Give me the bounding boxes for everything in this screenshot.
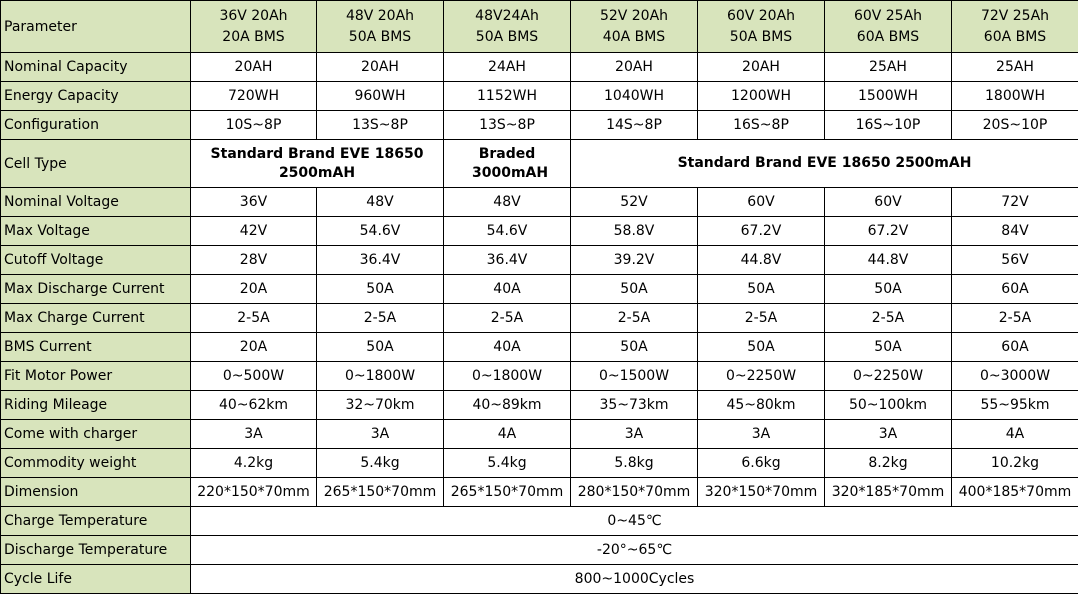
value-cell: 54.6V xyxy=(444,217,571,246)
value-cell: 14S~8P xyxy=(571,111,698,140)
model-voltage-capacity: 36V 20Ah xyxy=(219,7,288,24)
value-cell: 54.6V xyxy=(317,217,444,246)
spec-row-discharge-temperature xyxy=(1,536,1078,565)
value-cell: 40~62km xyxy=(191,391,317,420)
row-label: Dimension xyxy=(1,478,191,507)
value-cell: 16S~8P xyxy=(698,111,825,140)
row-label: Cutoff Voltage xyxy=(1,246,191,275)
value-cell: 36.4V xyxy=(317,246,444,275)
header-model-cell xyxy=(317,1,444,53)
value-cell: 2-5A xyxy=(825,304,952,333)
value-cell: 28V xyxy=(191,246,317,275)
row-label: Max Discharge Current xyxy=(1,275,191,304)
value-cell: 50~100km xyxy=(825,391,952,420)
row-label: Energy Capacity xyxy=(1,82,191,111)
header-model-cell xyxy=(191,1,317,53)
value-cell: 60A xyxy=(952,275,1078,304)
value-cell: 4.2kg xyxy=(191,449,317,478)
spec-row-cutoff-voltage xyxy=(1,246,1078,275)
value-cell: 0~45℃ xyxy=(191,507,1078,536)
model-bms: 50A BMS xyxy=(475,28,539,45)
spec-row-cell-type xyxy=(1,140,1078,188)
value-cell: 6.6kg xyxy=(698,449,825,478)
value-cell: 265*150*70mm xyxy=(317,478,444,507)
spec-row-bms-current xyxy=(1,333,1078,362)
value-cell: 20AH xyxy=(698,53,825,82)
value-cell: 720WH xyxy=(191,82,317,111)
value-cell: 0~1800W xyxy=(444,362,571,391)
value-cell: 0~2250W xyxy=(825,362,952,391)
model-bms: 60A BMS xyxy=(856,28,920,45)
value-cell: 10.2kg xyxy=(952,449,1078,478)
value-cell: 265*150*70mm xyxy=(444,478,571,507)
value-cell: 320*150*70mm xyxy=(698,478,825,507)
value-cell: 50A xyxy=(571,275,698,304)
spec-row-nominal-capacity xyxy=(1,53,1078,82)
value-cell: 50A xyxy=(317,275,444,304)
value-cell: 50A xyxy=(698,275,825,304)
header-model-cell xyxy=(444,1,571,53)
value-cell: 20S~10P xyxy=(952,111,1078,140)
spec-row-fit-motor-power xyxy=(1,362,1078,391)
value-cell: 36.4V xyxy=(444,246,571,275)
cell-type-group: Standard Brand EVE 18650 2500mAH xyxy=(191,140,444,188)
value-cell: 400*185*70mm xyxy=(952,478,1078,507)
header-model-cell xyxy=(571,1,698,53)
value-cell: 2-5A xyxy=(444,304,571,333)
value-cell: 72V xyxy=(952,188,1078,217)
spec-row-energy-capacity xyxy=(1,82,1078,111)
value-cell: 20A xyxy=(191,333,317,362)
value-cell: 220*150*70mm xyxy=(191,478,317,507)
row-label: Come with charger xyxy=(1,420,191,449)
row-label: Nominal Voltage xyxy=(1,188,191,217)
value-cell: 58.8V xyxy=(571,217,698,246)
value-cell: 3A xyxy=(825,420,952,449)
value-cell: 0~2250W xyxy=(698,362,825,391)
value-cell: 20AH xyxy=(317,53,444,82)
header-model-cell xyxy=(952,1,1078,53)
value-cell: 60V xyxy=(825,188,952,217)
value-cell: 52V xyxy=(571,188,698,217)
cell-type-group: Braded 3000mAH xyxy=(444,140,571,188)
value-cell: 960WH xyxy=(317,82,444,111)
value-cell: 0~500W xyxy=(191,362,317,391)
value-cell: 60A xyxy=(952,333,1078,362)
row-label: BMS Current xyxy=(1,333,191,362)
value-cell: 60V xyxy=(698,188,825,217)
spec-row-charge-temperature xyxy=(1,507,1078,536)
value-cell: 2-5A xyxy=(952,304,1078,333)
spec-row-nominal-voltage xyxy=(1,188,1078,217)
value-cell: 4A xyxy=(444,420,571,449)
row-label: Configuration xyxy=(1,111,191,140)
value-cell: 5.4kg xyxy=(444,449,571,478)
spec-row-max-charge-current xyxy=(1,304,1078,333)
value-cell: 84V xyxy=(952,217,1078,246)
value-cell: 32~70km xyxy=(317,391,444,420)
value-cell: 48V xyxy=(317,188,444,217)
model-bms: 60A BMS xyxy=(983,28,1047,45)
value-cell: 50A xyxy=(698,333,825,362)
spec-row-configuration xyxy=(1,111,1078,140)
value-cell: 44.8V xyxy=(825,246,952,275)
row-label: Cycle Life xyxy=(1,565,191,594)
model-voltage-capacity: 48V24Ah xyxy=(475,7,539,24)
value-cell: 39.2V xyxy=(571,246,698,275)
value-cell: 50A xyxy=(317,333,444,362)
row-label: Discharge Temperature xyxy=(1,536,191,565)
value-cell: 1500WH xyxy=(825,82,952,111)
cell-type-group: Standard Brand EVE 18650 2500mAH xyxy=(571,140,1078,188)
value-cell: 5.8kg xyxy=(571,449,698,478)
value-cell: 25AH xyxy=(825,53,952,82)
value-cell: 0~3000W xyxy=(952,362,1078,391)
spec-row-come-with-charger xyxy=(1,420,1078,449)
value-cell: 40A xyxy=(444,275,571,304)
value-cell: 25AH xyxy=(952,53,1078,82)
header-parameter-label: Parameter xyxy=(1,1,191,53)
value-cell: 40A xyxy=(444,333,571,362)
value-cell: 45~80km xyxy=(698,391,825,420)
value-cell: 35~73km xyxy=(571,391,698,420)
value-cell: 1200WH xyxy=(698,82,825,111)
model-bms: 50A BMS xyxy=(348,28,412,45)
value-cell: 67.2V xyxy=(825,217,952,246)
value-cell: 2-5A xyxy=(317,304,444,333)
value-cell: 55~95km xyxy=(952,391,1078,420)
value-cell: 1152WH xyxy=(444,82,571,111)
row-label: Max Charge Current xyxy=(1,304,191,333)
value-cell: 13S~8P xyxy=(317,111,444,140)
model-voltage-capacity: 60V 20Ah xyxy=(726,7,796,24)
value-cell: 3A xyxy=(698,420,825,449)
row-label: Fit Motor Power xyxy=(1,362,191,391)
model-bms: 50A BMS xyxy=(729,28,793,45)
model-voltage-capacity: 72V 25Ah xyxy=(980,7,1050,24)
value-cell: 20AH xyxy=(191,53,317,82)
row-label: Commodity weight xyxy=(1,449,191,478)
value-cell: 5.4kg xyxy=(317,449,444,478)
row-label: Riding Mileage xyxy=(1,391,191,420)
spec-row-commodity-weight xyxy=(1,449,1078,478)
spec-row-dimension xyxy=(1,478,1078,507)
model-voltage-capacity: 48V 20Ah xyxy=(345,7,415,24)
value-cell: 280*150*70mm xyxy=(571,478,698,507)
value-cell: 3A xyxy=(191,420,317,449)
header-model-cell xyxy=(825,1,952,53)
value-cell: 20A xyxy=(191,275,317,304)
value-cell: 2-5A xyxy=(571,304,698,333)
value-cell: 42V xyxy=(191,217,317,246)
row-label: Charge Temperature xyxy=(1,507,191,536)
value-cell: 800~1000Cycles xyxy=(191,565,1078,594)
value-cell: 40~89km xyxy=(444,391,571,420)
spec-row-cycle-life xyxy=(1,565,1078,594)
value-cell: 13S~8P xyxy=(444,111,571,140)
spec-row-max-discharge-current xyxy=(1,275,1078,304)
model-bms: 40A BMS xyxy=(602,28,666,45)
value-cell: -20°~65℃ xyxy=(191,536,1078,565)
value-cell: 36V xyxy=(191,188,317,217)
value-cell: 1040WH xyxy=(571,82,698,111)
value-cell: 50A xyxy=(825,333,952,362)
value-cell: 50A xyxy=(825,275,952,304)
model-voltage-capacity: 52V 20Ah xyxy=(599,7,669,24)
value-cell: 48V xyxy=(444,188,571,217)
value-cell: 320*185*70mm xyxy=(825,478,952,507)
row-label: Cell Type xyxy=(1,140,191,188)
row-label: Max Voltage xyxy=(1,217,191,246)
value-cell: 67.2V xyxy=(698,217,825,246)
header-model-cell xyxy=(698,1,825,53)
value-cell: 0~1800W xyxy=(317,362,444,391)
row-label: Nominal Capacity xyxy=(1,53,191,82)
model-voltage-capacity: 60V 25Ah xyxy=(853,7,923,24)
value-cell: 50A xyxy=(571,333,698,362)
value-cell: 2-5A xyxy=(698,304,825,333)
value-cell: 24AH xyxy=(444,53,571,82)
value-cell: 2-5A xyxy=(191,304,317,333)
model-bms: 20A BMS xyxy=(222,28,285,45)
value-cell: 16S~10P xyxy=(825,111,952,140)
value-cell: 8.2kg xyxy=(825,449,952,478)
header-row xyxy=(1,1,1078,53)
value-cell: 56V xyxy=(952,246,1078,275)
spec-row-max-voltage xyxy=(1,217,1078,246)
value-cell: 0~1500W xyxy=(571,362,698,391)
value-cell: 3A xyxy=(317,420,444,449)
value-cell: 3A xyxy=(571,420,698,449)
value-cell: 1800WH xyxy=(952,82,1078,111)
value-cell: 10S~8P xyxy=(191,111,317,140)
value-cell: 44.8V xyxy=(698,246,825,275)
value-cell: 4A xyxy=(952,420,1078,449)
spec-row-riding-mileage xyxy=(1,391,1078,420)
value-cell: 20AH xyxy=(571,53,698,82)
